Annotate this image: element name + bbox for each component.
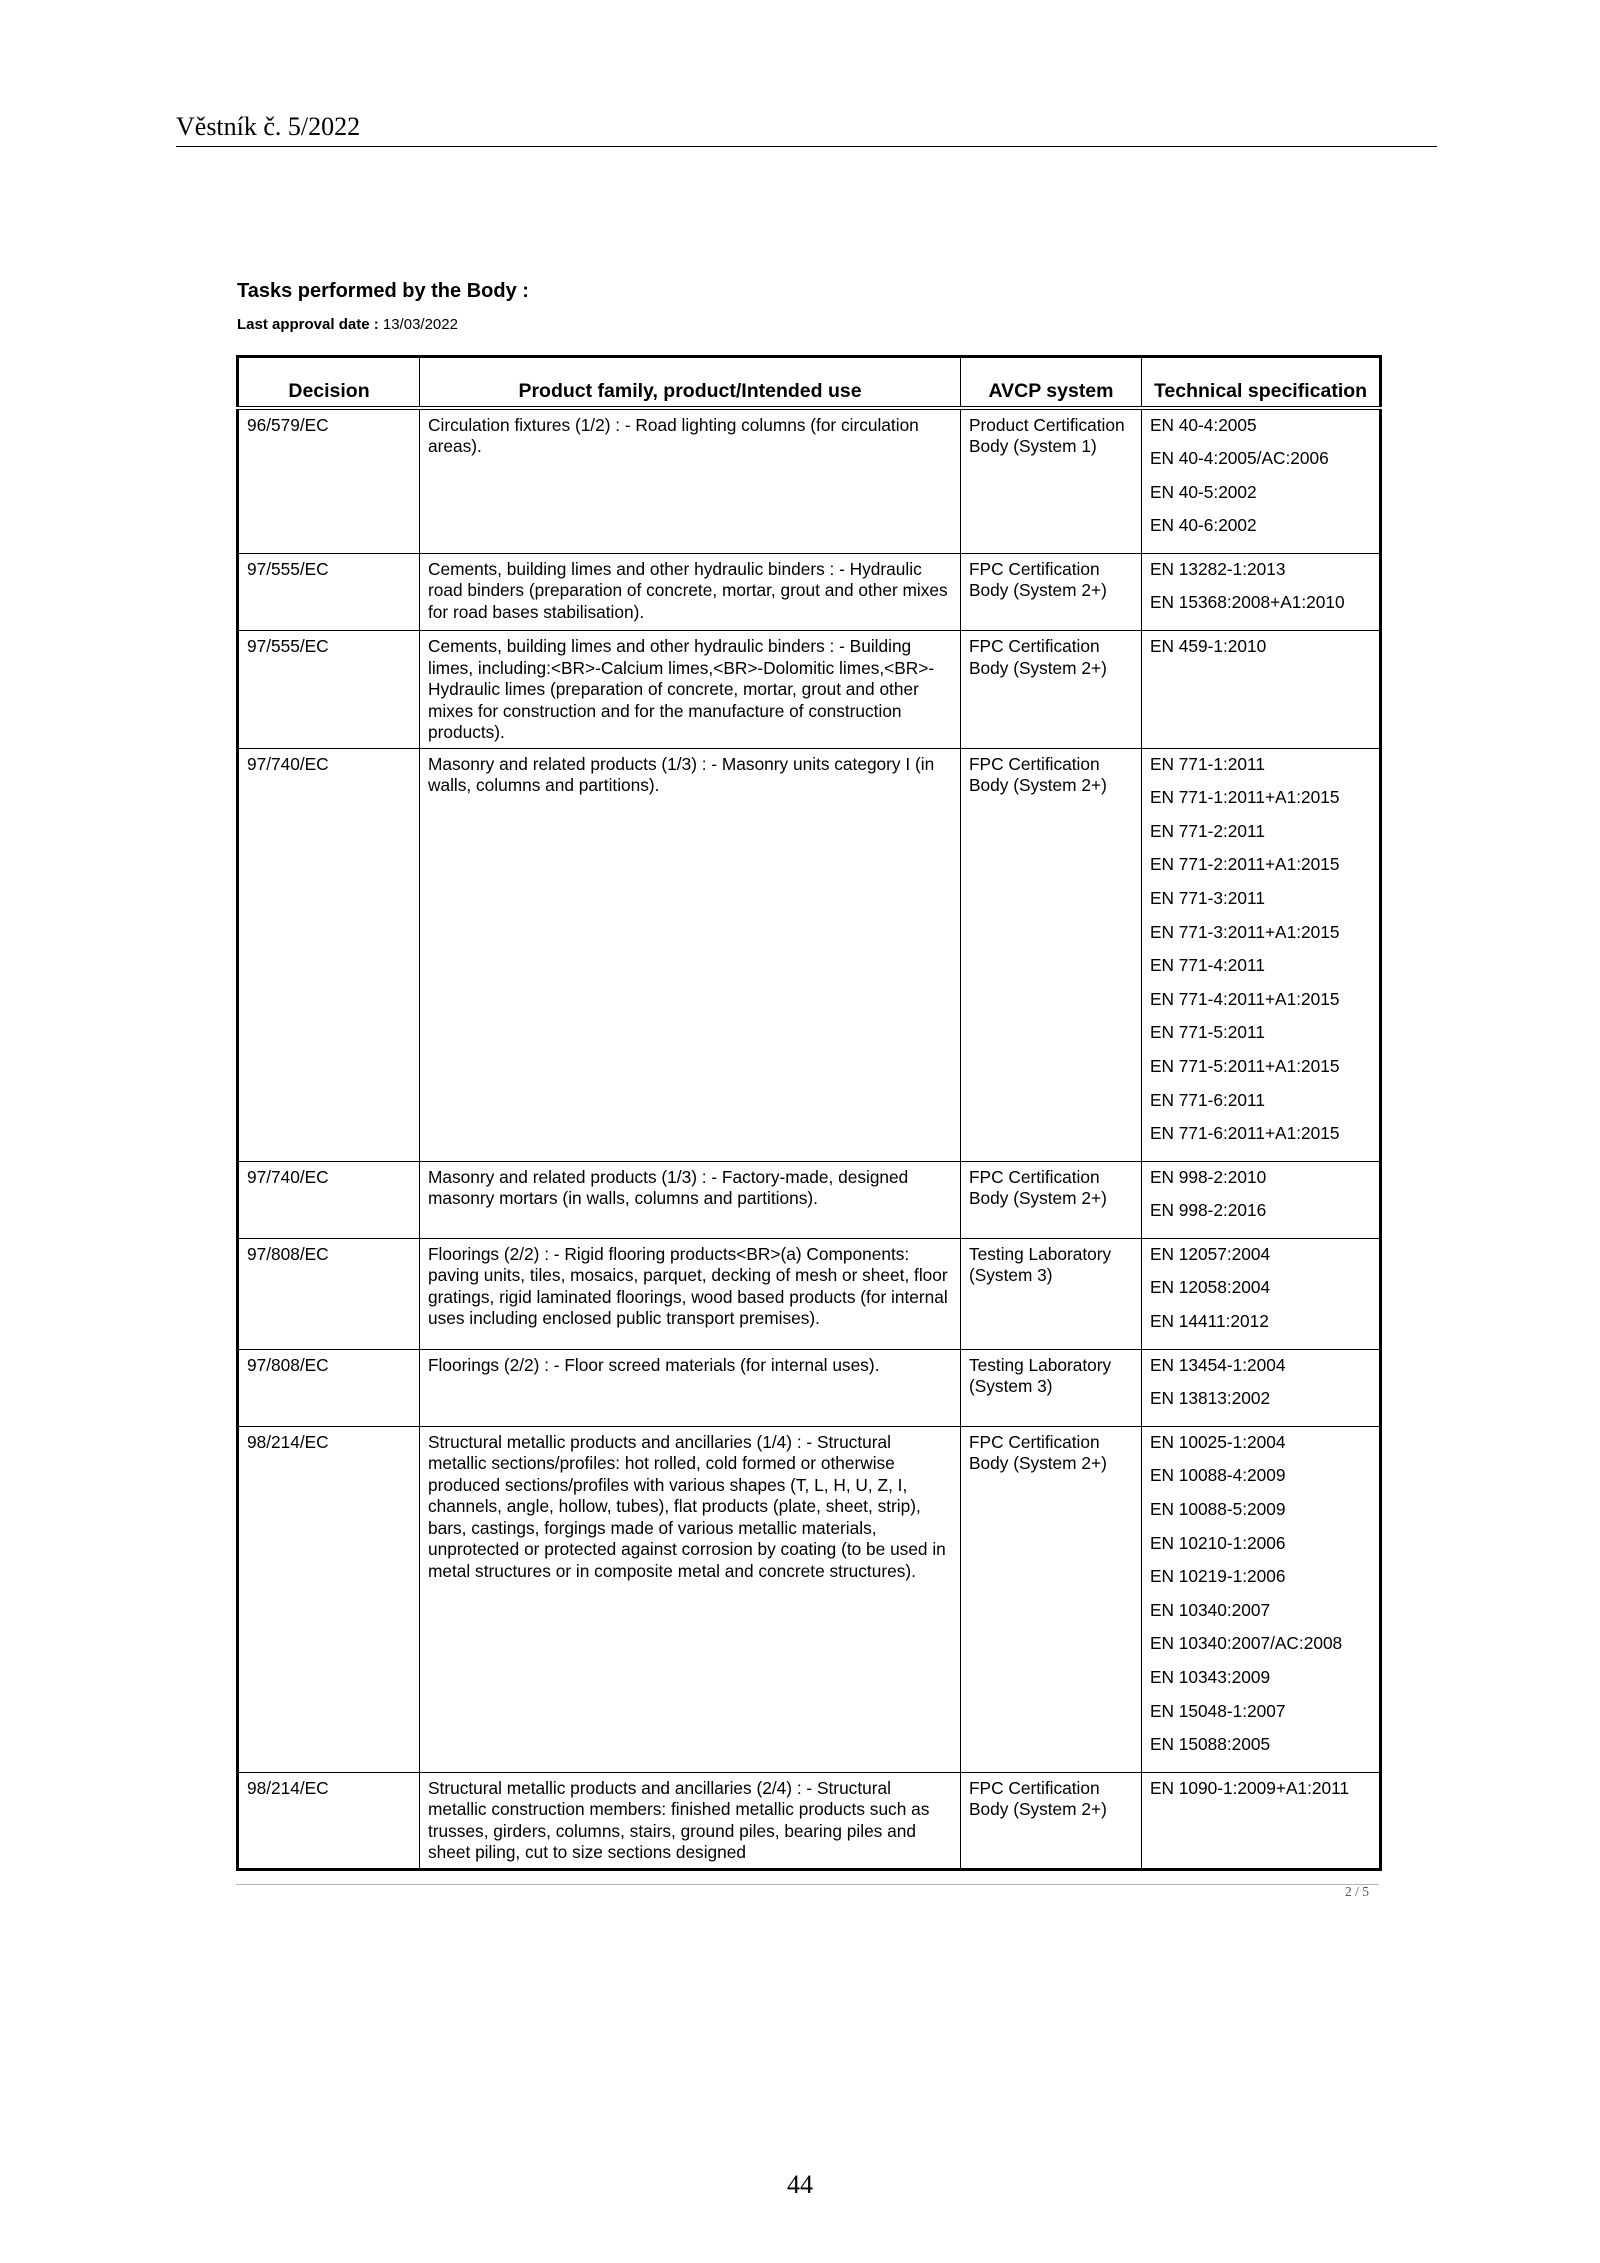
product-cell: Floorings (2/2) : - Floor screed materials (for internal uses).: [420, 1349, 961, 1426]
technical-spec: EN 15048-1:2007: [1150, 1700, 1286, 1721]
technical-spec-cell: [1142, 1772, 1381, 1869]
product-cell: Cements, building limes and other hydraulic binders : - Building limes, including:<BR>-Calcium limes,<BR>-Dolomitic limes,<BR>-Hydraulic limes (preparation of concrete, mortar, grout and other mixes for construction and for the manufacture of construction products).: [420, 631, 961, 749]
technical-spec-cell: [1142, 1161, 1381, 1238]
approval-date: 13/03/2022: [382, 316, 458, 333]
decision-cell: 97/808/EC: [238, 1238, 420, 1349]
approval-line: [237, 316, 458, 334]
technical-spec: EN 10210-1:2006: [1150, 1532, 1286, 1553]
technical-spec: EN 10340:2007/AC:2008: [1150, 1633, 1343, 1654]
decision-cell: 98/214/EC: [238, 1772, 420, 1869]
technical-spec: EN 12057:2004: [1150, 1243, 1271, 1264]
technical-spec: EN 14411:2012: [1150, 1311, 1269, 1332]
table-row: [238, 1426, 1381, 1772]
technical-spec: EN 771-5:2011: [1150, 1022, 1265, 1043]
decision-cell: 98/214/EC: [238, 1426, 420, 1772]
decision-cell: 97/740/EC: [238, 748, 420, 1161]
avcp-cell: Testing Laboratory (System 3): [961, 1238, 1142, 1349]
technical-spec: EN 771-5:2011+A1:2015: [1150, 1055, 1340, 1076]
technical-spec: EN 771-1:2011+A1:2015: [1150, 787, 1340, 808]
avcp-cell: FPC Certification Body (System 2+): [961, 1772, 1142, 1869]
technical-spec: EN 771-1:2011: [1150, 753, 1265, 774]
table-row: [238, 408, 1381, 554]
technical-spec-cell: [1142, 1426, 1381, 1772]
technical-spec: EN 459-1:2010: [1150, 636, 1267, 657]
technical-spec-cell: [1142, 631, 1381, 749]
header-decision: Decision: [238, 357, 420, 408]
decision-cell: 96/579/EC: [238, 408, 420, 554]
avcp-cell: FPC Certification Body (System 2+): [961, 1426, 1142, 1772]
table-row: [238, 1161, 1381, 1238]
page-number: 44: [787, 2170, 813, 2199]
product-cell: Structural metallic products and ancillaries (1/4) : - Structural metallic sections/profiles: hot rolled, cold formed or otherwise produced sections/profiles with various shapes (T, L, H, U, Z, I, channels, angle, hollow, tubes), flat products (plate, sheet, strip), bars, castings, forgings made of various metallic materials, unprotected or protected against corrosion by coating (to be used in metal structures or in composite metal and concrete structures).: [420, 1426, 961, 1772]
technical-spec-cell: [1142, 1238, 1381, 1349]
technical-spec: EN 13282-1:2013: [1150, 558, 1286, 579]
technical-spec: EN 1090-1:2009+A1:2011: [1150, 1777, 1350, 1798]
decision-cell: 97/808/EC: [238, 1349, 420, 1426]
table-row: [238, 631, 1381, 749]
technical-spec: EN 40-4:2005: [1150, 414, 1257, 435]
technical-spec-cell: [1142, 1349, 1381, 1426]
section-title: Tasks performed by the Body :: [237, 280, 529, 302]
avcp-cell: FPC Certification Body (System 2+): [961, 553, 1142, 630]
avcp-cell: Product Certification Body (System 1): [961, 408, 1142, 554]
header-product: Product family, product/Intended use: [420, 357, 961, 408]
product-cell: Cements, building limes and other hydraulic binders : - Hydraulic road binders (preparation of concrete, mortar, grout and other mixes for road bases stabilisation).: [420, 553, 961, 630]
technical-spec: EN 10088-4:2009: [1150, 1465, 1286, 1486]
header-avcp: AVCP system: [961, 357, 1142, 408]
technical-spec-cell: [1142, 553, 1381, 630]
product-cell: Floorings (2/2) : - Rigid flooring products<BR>(a) Components: paving units, tiles, mosaics, parquet, decking of mesh or sheet, floor gratings, rigid laminated floorings, wood based products (for internal uses including enclosed public transport premises).: [420, 1238, 961, 1349]
product-cell: Circulation fixtures (1/2) : - Road lighting columns (for circulation areas).: [420, 408, 961, 554]
technical-spec: EN 771-6:2011: [1150, 1089, 1265, 1110]
technical-spec: EN 771-2:2011+A1:2015: [1150, 854, 1340, 875]
header-technical-spec: Technical specification: [1142, 357, 1381, 408]
technical-spec: EN 10088-5:2009: [1150, 1499, 1286, 1520]
technical-spec-cell: [1142, 748, 1381, 1161]
technical-spec: EN 40-5:2002: [1150, 481, 1257, 502]
decision-cell: 97/740/EC: [238, 1161, 420, 1238]
approval-label: Last approval date :: [237, 316, 379, 333]
decision-cell: 97/555/EC: [238, 553, 420, 630]
technical-spec: EN 771-6:2011+A1:2015: [1150, 1123, 1340, 1144]
technical-spec-cell: [1142, 408, 1381, 554]
header-divider: [176, 146, 1437, 147]
technical-spec: EN 10025-1:2004: [1150, 1431, 1286, 1452]
avcp-cell: FPC Certification Body (System 2+): [961, 748, 1142, 1161]
product-cell: Masonry and related products (1/3) : - Masonry units category I (in walls, columns and partitions).: [420, 748, 961, 1161]
avcp-cell: FPC Certification Body (System 2+): [961, 1161, 1142, 1238]
avcp-cell: Testing Laboratory (System 3): [961, 1349, 1142, 1426]
technical-spec: EN 40-4:2005/AC:2006: [1150, 448, 1329, 469]
avcp-cell: FPC Certification Body (System 2+): [961, 631, 1142, 749]
technical-spec: EN 15368:2008+A1:2010: [1150, 592, 1345, 613]
technical-spec: EN 40-6:2002: [1150, 515, 1257, 536]
tasks-table-body: [238, 408, 1381, 1870]
page-fraction: 2 / 5: [1344, 1884, 1369, 1899]
technical-spec: EN 998-2:2010: [1150, 1166, 1267, 1187]
journal-header: Věstník č. 5/2022: [176, 112, 361, 141]
technical-spec: EN 12058:2004: [1150, 1277, 1271, 1298]
technical-spec: EN 771-3:2011+A1:2015: [1150, 921, 1340, 942]
table-row: [238, 1238, 1381, 1349]
technical-spec: EN 13813:2002: [1150, 1388, 1271, 1409]
product-cell: Structural metallic products and ancillaries (2/4) : - Structural metallic construction members: finished metallic products such as trusses, girders, columns, stairs, ground piles, bearing piles and sheet piling, cut to size sections designed: [420, 1772, 961, 1869]
technical-spec: EN 10219-1:2006: [1150, 1566, 1286, 1587]
decision-cell: 97/555/EC: [238, 631, 420, 749]
table-row: [238, 748, 1381, 1161]
technical-spec: EN 771-4:2011+A1:2015: [1150, 988, 1340, 1009]
product-cell: Masonry and related products (1/3) : - Factory-made, designed masonry mortars (in walls, columns and partitions).: [420, 1161, 961, 1238]
technical-spec: EN 998-2:2016: [1150, 1200, 1267, 1221]
tasks-table: [236, 355, 1382, 1871]
table-row: [238, 1349, 1381, 1426]
footer-divider: [236, 1884, 1379, 1885]
technical-spec: EN 15088:2005: [1150, 1734, 1271, 1755]
technical-spec: EN 10343:2009: [1150, 1667, 1271, 1687]
table-row: [238, 553, 1381, 630]
technical-spec: EN 13454-1:2004: [1150, 1354, 1286, 1375]
technical-spec: EN 10340:2007: [1150, 1599, 1271, 1620]
technical-spec: EN 771-4:2011: [1150, 955, 1265, 976]
technical-spec: EN 771-3:2011: [1150, 887, 1265, 908]
technical-spec: EN 771-2:2011: [1150, 820, 1265, 841]
table-header-row: [238, 357, 1381, 408]
table-row: [238, 1772, 1381, 1869]
